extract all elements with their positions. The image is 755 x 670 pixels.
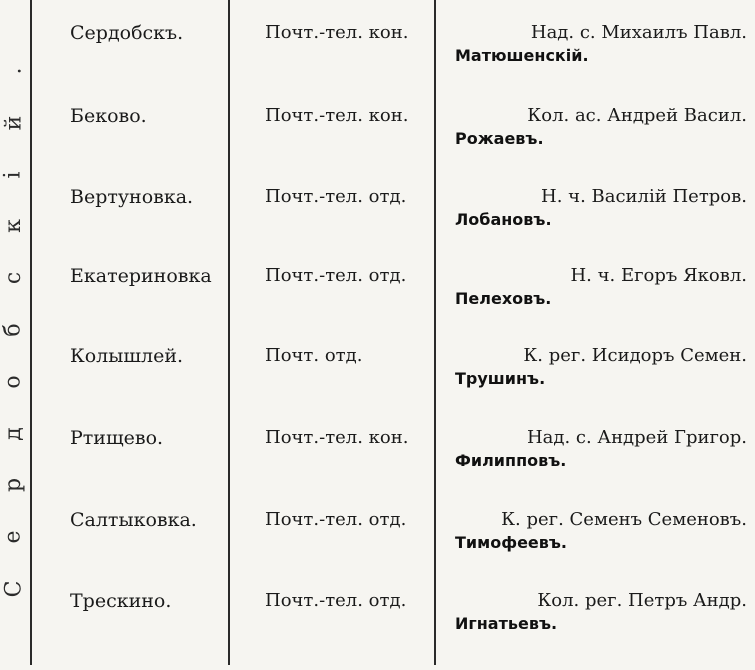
table-row <box>0 590 755 670</box>
place-name: Вертуновка. <box>70 186 194 208</box>
district-letter: к <box>1 219 26 234</box>
place-name: Ртищево. <box>70 427 164 449</box>
official <box>455 345 747 388</box>
office-type: Почт.-тел. кон. <box>265 427 409 448</box>
official-rank-name: Н. ч. Егоръ Яковл. <box>570 265 747 286</box>
official <box>455 105 747 148</box>
official-rank-name: Кол. ас. Андрей Васил. <box>527 105 747 126</box>
official-rank-name: Кол. рег. Петръ Андр. <box>537 590 747 611</box>
place-name: Екатериновка <box>70 265 212 287</box>
district-letter: с <box>0 272 26 285</box>
table-row <box>0 105 755 185</box>
table-row <box>0 22 755 102</box>
official-surname: Филипповъ. <box>455 451 567 470</box>
district-letter: С <box>1 580 26 598</box>
official-rank-name: К. рег. Семенъ Семеновъ. <box>501 509 747 530</box>
official <box>455 509 747 552</box>
district-letter: д <box>0 426 26 441</box>
table-row <box>0 345 755 425</box>
official-surname: Матюшенскій. <box>455 46 589 65</box>
office-type: Почт.-тел. отд. <box>265 509 407 530</box>
official-surname: Пелеховъ. <box>455 289 552 308</box>
table-row <box>0 186 755 266</box>
district-letter: о <box>1 375 26 389</box>
official-surname: Трушинъ. <box>455 369 546 388</box>
district-letter: б <box>1 323 26 337</box>
official <box>455 22 747 65</box>
place-name: Трескино. <box>70 590 172 612</box>
district-letter: . <box>1 67 26 75</box>
place-name: Беково. <box>70 105 147 127</box>
place-name: Сердобскъ. <box>70 22 184 44</box>
official-surname: Лобановъ. <box>455 210 552 229</box>
table-row <box>0 509 755 589</box>
office-type: Почт.-тел. кон. <box>265 105 409 126</box>
official-rank-name: Над. с. Михаилъ Павл. <box>530 22 747 43</box>
official-rank-name: Н. ч. Василій Петров. <box>541 186 747 207</box>
official-surname: Тимофеевъ. <box>455 533 567 552</box>
official <box>455 427 747 470</box>
place-name: Колышлей. <box>70 345 184 367</box>
office-type: Почт.-тел. отд. <box>265 590 407 611</box>
official-surname: Игнатьевъ. <box>455 614 558 633</box>
office-type: Почт.-тел. отд. <box>265 186 407 207</box>
official-rank-name: К. рег. Исидоръ Семен. <box>523 345 747 366</box>
district-letter: і <box>0 171 26 179</box>
district-letter: й <box>0 115 26 131</box>
table-row <box>0 265 755 345</box>
official-surname: Рожаевъ. <box>455 129 544 148</box>
office-type: Почт.-тел. кон. <box>265 22 409 43</box>
place-name: Салтыковка. <box>70 509 197 531</box>
official <box>455 590 747 633</box>
table-row <box>0 427 755 507</box>
office-type: Почт.-тел. отд. <box>265 265 407 286</box>
official <box>455 265 747 308</box>
official-rank-name: Над. с. Андрей Григор. <box>526 427 747 448</box>
official <box>455 186 747 229</box>
district-letter: р <box>1 478 26 493</box>
office-type: Почт. отд. <box>265 345 363 366</box>
district-letter: е <box>1 530 26 544</box>
